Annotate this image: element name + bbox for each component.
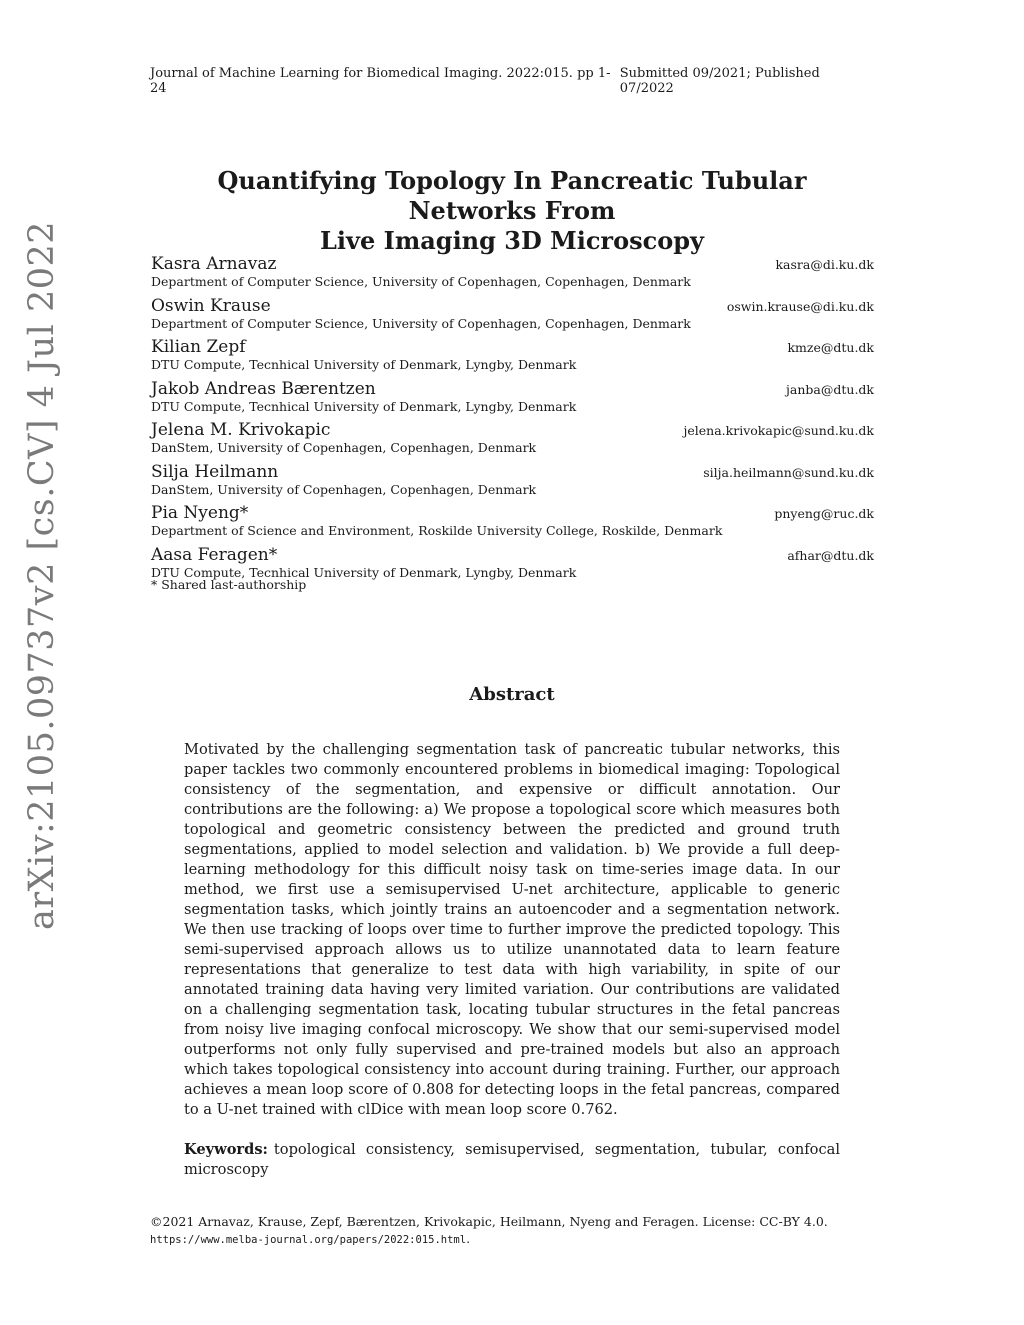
- author-affiliation: DanStem, University of Copenhagen, Copenhagen, Denmark: [151, 440, 537, 455]
- author-email: afhar@dtu.dk: [787, 547, 874, 563]
- submission-dates: Submitted 09/2021; Published 07/2022: [619, 66, 820, 96]
- author-list: [151, 254, 874, 593]
- author-name: Silja Heilmann: [151, 461, 279, 482]
- author-email: silja.heilmann@sund.ku.dk: [703, 464, 874, 480]
- author-entry: [151, 254, 874, 296]
- author-entry: [151, 337, 874, 379]
- paper-url-link[interactable]: https://www.melba-journal.org/papers/2022:015.html: [150, 1234, 467, 1246]
- author-name: Jelena M. Krivokapic: [151, 420, 331, 440]
- copyright-line: ©2021 Arnavaz, Krause, Zepf, Bærentzen, Krivokapic, Heilmann, Nyeng and Feragen. License: CC-BY 4.0.: [150, 1214, 828, 1229]
- author-email: kasra@di.ku.dk: [775, 257, 874, 272]
- keywords-text: topological consistency, semisupervised, segmentation, tubular, confocal microscopy: [184, 1141, 840, 1178]
- author-entry: [151, 420, 874, 462]
- author-email: janba@dtu.dk: [786, 381, 874, 397]
- abstract-text: Motivated by the challenging segmentation task of pancreatic tubular networks, this paper tackles two commonly encountered problems in biomedical imaging: Topological consistency of the segmentation, and expensive or difficult annotation. Our contributions are the following: a) We propose a topological score which measures both topological and geometric consistency between the predicted and ground truth segmentations, applied to model selection and validation. b) We provide a full deep-learning methodology for this difficult noisy task on time-series image data. In our method, we first use a semisupervised U-net architecture, applicable to generic segmentation tasks, which jointly trains an autoencoder and a segmentation network. We then use tracking of loops over time to further improve the predicted topology. This semi-supervised approach allows us to utilize unannotated data to learn feature representations that generalize to test data with high variability, in spite of our annotated training data having very limited variation. Our contributions are validated on a challenging segmentation task, locating tubular structures in the fetal pancreas from noisy live imaging confocal microscopy. We show that our semi-supervised model outperforms not only fully supervised and pre-trained models but also an approach which takes topological consistency into account during training. Further, our approach achieves a mean loop score of 0.808 for detecting loops in the fetal pancreas, compared to a U-net trained with clDice with mean loop score 0.762.: [184, 741, 840, 1118]
- keywords: [184, 1140, 840, 1180]
- author-email: pnyeng@ruc.dk: [774, 506, 874, 521]
- title-line-1: Quantifying Topology In Pancreatic Tubular Networks From: [217, 166, 807, 225]
- author-affiliation: Department of Computer Science, University of Copenhagen, Copenhagen, Denmark: [151, 274, 691, 289]
- author-affiliation: Department of Science and Environment, Roskilde University College, Roskilde, Denmark: [151, 523, 723, 538]
- author-entry: [151, 545, 874, 587]
- author-entry: [151, 503, 874, 545]
- author-entry: [151, 296, 874, 338]
- footer-url-period: .: [466, 1231, 471, 1246]
- shared-authorship-note: * Shared last-authorship: [151, 577, 307, 592]
- author-affiliation: DTU Compute, Tecnhical University of Denmark, Lyngby, Denmark: [151, 398, 577, 414]
- title-line-2: Live Imaging 3D Microscopy: [320, 226, 704, 255]
- author-name: Jakob Andreas Bærentzen: [151, 378, 376, 399]
- author-affiliation: DTU Compute, Tecnhical University of Denmark, Lyngby, Denmark: [151, 357, 577, 372]
- running-header: [150, 66, 874, 96]
- footer: [150, 1213, 874, 1249]
- author-email: oswin.krause@di.ku.dk: [726, 298, 874, 314]
- journal-info: Journal of Machine Learning for Biomedical Imaging. 2022:015. pp 1-24: [150, 66, 611, 96]
- author-affiliation: DTU Compute, Tecnhical University of Denmark, Lyngby, Denmark: [151, 564, 577, 580]
- author-affiliation: Department of Computer Science, University of Copenhagen, Copenhagen, Denmark: [151, 315, 691, 331]
- author-entry: [151, 379, 874, 421]
- author-email: jelena.krivokapic@sund.ku.dk: [683, 423, 874, 438]
- keywords-label: Keywords:: [184, 1141, 268, 1158]
- author-affiliation: DanStem, University of Copenhagen, Copenhagen, Denmark: [151, 481, 537, 497]
- author-name: Kasra Arnavaz: [151, 254, 277, 274]
- author-name: Pia Nyeng*: [151, 503, 249, 523]
- author-name: Aasa Feragen*: [151, 544, 278, 565]
- author-name: Kilian Zepf: [151, 337, 246, 357]
- paper-title: [150, 166, 874, 256]
- abstract-heading: Abstract: [469, 684, 555, 705]
- author-entry: [151, 462, 874, 504]
- author-name: Oswin Krause: [151, 295, 271, 316]
- author-email: kmze@dtu.dk: [787, 340, 874, 355]
- arxiv-stamp: arXiv:2105.09737v2 [cs.CV] 4 Jul 2022: [22, 220, 62, 930]
